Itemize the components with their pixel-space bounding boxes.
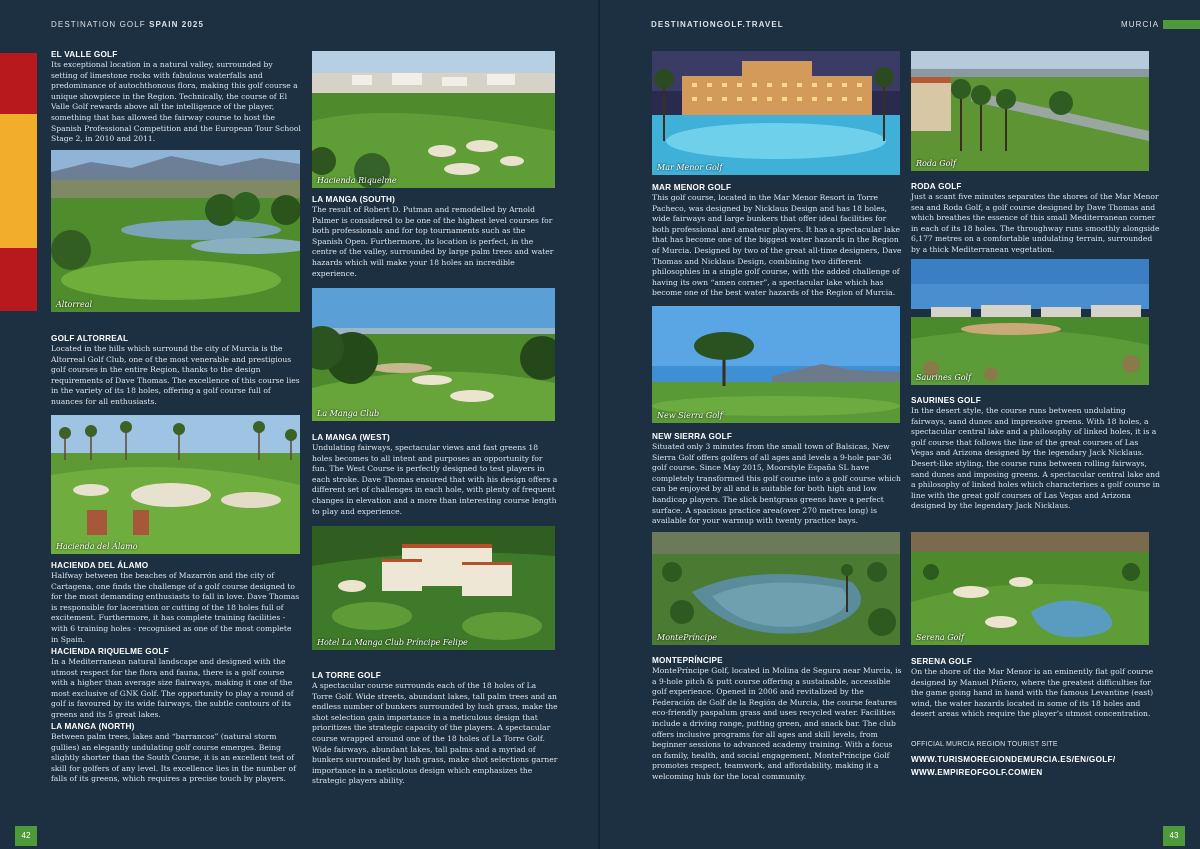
article-roda (911, 182, 1161, 256)
article-text: This golf course, located in the Mar Menor Resort in Torre Pacheco, was designed by Nicklaus Design and has 18 holes, wide fairways and large bunkers that offer ideal facilities for both professional and amateur players. It has a spectacular lake that has become one of the biggest water hazards in the Region of Murcia. Designed by two of the great all-time designers, Dave Thomas and Nicklaus Design, combining two different philosophies in a single golf course, with the added challenge of having its own “amen corner”, a spectacular lake which has become one of the best water hazards of the Region of Murcia. (652, 193, 902, 298)
photo-caption: Hacienda Riquelme (317, 176, 397, 185)
photo-new-sierra (652, 306, 900, 423)
article-la-manga-north (51, 722, 301, 785)
article-text: Just a scant five minutes separates the shores of the Mar Menor sea and Roda Golf, a golf course designed by Dave Thomas and which breathes the essence of this small Mediterranean corner in each of its 18 holes. The throughway runs smoothly alongside 6,177 metres on a comfortable undulating terrain, surrounded by a thick Mediterranean vegetation. (911, 192, 1160, 254)
photo-saurines (911, 259, 1149, 385)
article-title: NEW SIERRA GOLF (652, 432, 733, 441)
photo-caption: Hotel La Manga Club Príncipe Felipe (317, 638, 468, 647)
photo-monteprincipe-image (652, 532, 900, 645)
photo-hacienda-riquelme-image (312, 51, 555, 188)
photo-caption: Serena Golf (916, 633, 964, 642)
photo-caption: MontePríncipe (657, 633, 717, 642)
header-accent-bar (1163, 20, 1200, 29)
photo-caption: New Sierra Golf (657, 411, 723, 420)
article-text: Halfway between the beaches of Mazarrón and the city of Cartagena, one finds the challenge of a golf course designed to for the most demanding enthusiasts to fall in love. Dave Thomas is responsible for laceration or cutting of the 18 holes full of excitement. Furthermore, it has complete training facilities - with 6 training holes - recognised as one of the most complete in Spain. (51, 571, 300, 644)
article-text: Between palm trees, lakes and “barrancos” (natural storm gullies) an elegantly undulating golf course emerges. Being slightly shorter than the South Course, it is an excellent test of skill for golfers of any level. Its excellence lies in the number of falls of its greens, which requires a precise touch by players. (51, 732, 296, 784)
article-title: SAURINES GOLF (911, 396, 981, 405)
article-text: Situated only 3 minutes from the small town of Balsicas, New Sierra Golf offers golfers of all ages and levels a 9-hole par-36 golf course. Since May 2015, Moorstyle España SL have completely transformed this golf course into a golf course which can be enjoyed by all and is suitable for both high and low handicap players. The slick bentgrass greens have a perfect surface. A spacious practice area(over 270 metres long) is available for your warmup with twenty practice bays. (652, 442, 901, 526)
article-text: Its exceptional location in a natural valley, surrounded by setting of limestone rocks with fabulous waterfalls and predominance of autochthonous flora, making this golf course a unique showpiece in the Region. Technically, the course of El Valle Golf rewards above all the intelligence of the player, something that has allowed the fairway course to host the Spanish Professional Competition and the European Tour School Stage 2, in 2010 and 2011. (51, 60, 301, 144)
article-text: The result of Robert D. Putman and remodelled by Arnold Palmer is considered to be one of the highest level courses for both professionals and for top tournaments such as the Spanish Open. Furthermore, its location is perfect, in the centre of the valley, surrounded by large palm trees and water hazards which will make your 18 holes an incredible experience. (312, 205, 554, 278)
article-title: MAR MENOR GOLF (652, 183, 732, 192)
photo-mar-menor (652, 51, 900, 175)
article-hacienda-riquelme (51, 647, 301, 721)
publication-name: DESTINATION GOLF (51, 20, 146, 29)
photo-hacienda-del-alamo (51, 415, 300, 554)
photo-caption: Altorreal (56, 300, 93, 309)
article-text: MontePríncipe Golf, located in Molina de Segura near Murcia, is a 9-hole pitch & putt course offering a sustainable, accessible golf experience. Opened in 2006 and revitalized by the Federación de Golf de la Región de Murcia, the course features eco-friendly paspalum grass and uses recycled water. Facilities include a driving range, putting green, and snack bar. The club offers inclusive programs for all ages and skill levels, from beginner sessions to advanced academy training. With a focus on family, health, and social engagement, MontePríncipe Golf promotes respect, teamwork, and affordability, making it a welcoming hub for the local community. (652, 666, 902, 781)
article-saurines (911, 396, 1161, 512)
photo-caption: Roda Golf (916, 159, 956, 168)
article-el-valle (51, 50, 301, 145)
article-title: HACIENDA DEL ÁLAMO (51, 561, 149, 570)
article-text: In the desert style, the course runs between undulating fairways, sand dunes and impressive greens. With 18 holes, a spectacular central lake and a philosophy of linked holes, it is a golf course that follows the line of the great courses of Las Vegas and Arizona designed by the legendary Jack Nicklaus. Desert-like styling, the course runs between rolling fairways, sand dunes and imposing greens. A spectacular central lake and a philosophy of linked holes which characterises a golf course in line with the great golf courses of Las Vegas and Arizona designed by the legendary Jack Nicklaus. (911, 406, 1160, 511)
photo-hacienda-riquelme (312, 51, 555, 188)
photo-la-manga-club-image (312, 288, 555, 421)
page-number-left: 42 (15, 826, 37, 846)
photo-caption: La Manga Club (317, 409, 380, 418)
region-header: MURCIA (1121, 20, 1160, 29)
article-mar-menor (652, 183, 902, 299)
right-page (600, 0, 1200, 849)
publication-edition: SPAIN 2025 (149, 20, 204, 29)
article-title: LA MANGA (SOUTH) (312, 195, 396, 204)
article-text: Located in the hills which surround the city of Murcia is the Altorreal Golf Club, one of the most venerable and prestigious golf courses in the entire Region, thanks to the design requirements of Dave Thomas. The excellence of this course lies in the variety of its 18 holes, offering a golf course full of nuances for all enthusiasts. (51, 344, 300, 406)
article-serena (911, 657, 1163, 720)
photo-roda (911, 51, 1149, 171)
article-text: A spectacular course surrounds each of the 18 holes of La Torre Golf. Wide streets, abundant lakes, tall palm trees and an endless number of bunkers surrounded by lush grass, make the shot selection gain importance in a meticulous design that prioritizes the strategic capacity of the players. A spectacular course wrapped around one of the 18 holes of La Torre Golf. Wide fairways, abundant lakes, tall palms and a myriad of bunkers surrounded by lush grass, make shot selections garner importance in a meticulous design which emphasizes the strategic players ability. (312, 681, 558, 786)
photo-hacienda-del-alamo-image (51, 415, 300, 554)
article-la-torre (312, 671, 558, 787)
photo-roda-image (911, 51, 1149, 171)
tourist-site-block (911, 741, 1171, 779)
flag-ribbon-red-bottom (0, 248, 37, 311)
article-title: LA MANGA (WEST) (312, 433, 390, 442)
article-text: In a Mediterranean natural landscape and designed with the utmost respect for the flora and fauna, there is a golf course with a higher than average size flairways, making it one of the most exclusive of GNK Golf. The opportunity to play a round of golf is favoured by its wide fairways, the subtle contours of its greens and its 5 great lakes. (51, 657, 294, 719)
photo-altorreal (51, 150, 300, 312)
photo-serena (911, 532, 1149, 645)
article-monteprincipe (652, 656, 904, 783)
page-number-right: 43 (1163, 826, 1185, 846)
article-title: SERENA GOLF (911, 657, 973, 666)
photo-new-sierra-image (652, 306, 900, 423)
article-hacienda-del-alamo (51, 561, 301, 645)
photo-caption: Hacienda del Álamo (56, 542, 138, 551)
article-la-manga-south (312, 195, 558, 279)
article-golf-altorreal (51, 334, 301, 408)
photo-hotel-la-manga-club-image (312, 526, 555, 650)
website-header: DESTINATIONGOLF.TRAVEL (651, 20, 784, 29)
tourist-site-label: OFFICIAL MURCIA REGION TOURIST SITE (911, 741, 1058, 748)
article-title: RODA GOLF (911, 182, 962, 191)
photo-mar-menor-image (652, 51, 900, 175)
publication-header (51, 20, 204, 29)
photo-caption: Saurines Golf (916, 373, 972, 382)
article-la-manga-west (312, 433, 558, 517)
article-title: LA MANGA (NORTH) (51, 722, 135, 731)
photo-la-manga-club (312, 288, 555, 421)
flag-ribbon-red-top (0, 53, 37, 114)
photo-caption: Mar Menor Golf (657, 163, 723, 172)
photo-altorreal-image (51, 150, 300, 312)
article-title: GOLF ALTORREAL (51, 334, 129, 343)
photo-saurines-image (911, 259, 1149, 385)
tourist-site-link[interactable]: WWW.TURISMOREGIONDEMURCIA.ES/EN/GOLF/ (911, 755, 1116, 764)
flag-ribbon-yellow (0, 114, 37, 248)
article-new-sierra (652, 432, 902, 527)
photo-monteprincipe (652, 532, 900, 645)
article-title: EL VALLE GOLF (51, 50, 118, 59)
empire-of-golf-link[interactable]: WWW.EMPIREOFGOLF.COM/EN (911, 768, 1043, 777)
article-title: LA TORRE GOLF (312, 671, 382, 680)
article-text: Undulating fairways, spectacular views and fast greens 18 holes becomes to all intent and purposes an opportunity for fun. The West Course is perfectly designed to test players in each stroke. Dave Thomas ensured that with his design offers a different set of challenges in each hole, with plenty of frequent changes in elevation and a more than interesting course length to play and experience. (312, 443, 558, 516)
photo-hotel-la-manga-club (312, 526, 555, 650)
article-title: MONTEPRÍNCIPE (652, 656, 723, 665)
article-title: HACIENDA RIQUELME GOLF (51, 647, 169, 656)
article-text: On the shore of the Mar Menor is an eminently flat golf course designed by Manuel Piñero, where the greatest difficulties for the game going hand in hand with the famous Levantine (east) wind, the water hazards located in some of its 18 holes and desert areas which require the player’s utmost concentration. (911, 667, 1154, 719)
photo-serena-image (911, 532, 1149, 645)
